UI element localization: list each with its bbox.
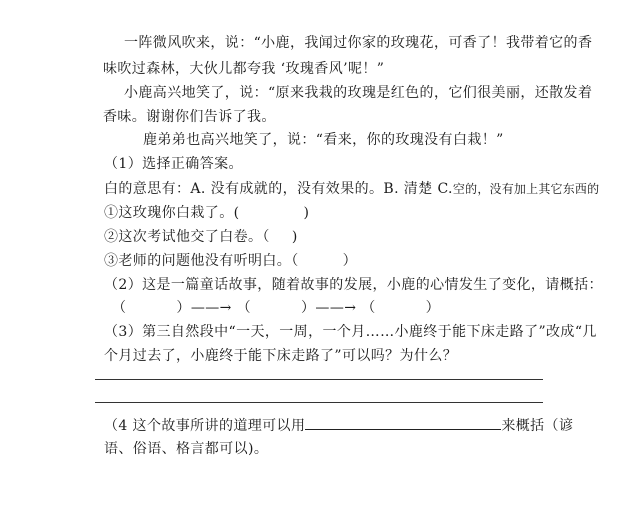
q2-blank-3-open: （ (361, 300, 376, 316)
q2-arrow-1: ——→ (190, 300, 232, 316)
q1-definition (104, 180, 599, 198)
passage-p3-line1: 鹿弟弟也高兴地笑了，说：“看来，你的玫瑰没有白栽！” (143, 132, 504, 148)
q1-title: （1）选择正确答案。 (104, 156, 243, 172)
q1-item-1-text: ①这玫瑰你白栽了。( (104, 205, 240, 221)
q2-blank-2-close: ） (301, 300, 316, 316)
passage-p1-line1: 一阵微风吹来，说：“小鹿，我闻过你家的玫瑰花，可香了！我带着它的香 (124, 35, 593, 51)
q3-answer-line-1[interactable] (95, 379, 543, 380)
q4-line2: 语、俗语、格言都可以)。 (104, 441, 269, 457)
q1-item-3 (104, 252, 357, 270)
q1-item-3-close: ） (342, 253, 358, 269)
q3-line1: （3）第三自然段中“一天，一周，一个月……小鹿终于能下床走路了”改成“几 (104, 324, 597, 340)
q4-line1 (104, 415, 573, 435)
q1-item-2-close: ) (291, 229, 298, 245)
q2-title: （2）这是一篇童话故事，随着故事的发展，小鹿的心情发生了变化，请概括： (104, 277, 603, 293)
q1-definition-main: 白的意思有：A. 没有成就的，没有效果的。B. 清楚 C. (104, 181, 453, 197)
q2-mood-chain (112, 299, 440, 317)
passage-p2-line1: 小鹿高兴地笑了，说：“原来我栽的玫瑰是红色的，它们很美丽，还散发着 (124, 85, 593, 101)
q2-blank-3-close: ） (425, 300, 441, 316)
q1-item-1-close: ) (303, 205, 310, 221)
q4-answer-blank[interactable] (305, 415, 501, 430)
q1-item-2-text: ②这次考试他交了白卷。（ (104, 229, 270, 245)
q3-line2: 个月过去了，小鹿终于能下床走路了”可以吗？为什么？ (104, 348, 458, 364)
q4-suffix: 来概括（谚 (501, 418, 574, 434)
q1-item-2 (104, 228, 298, 246)
q2-arrow-2: ——→ (315, 300, 357, 316)
q2-blank-1-open: （ (112, 300, 127, 316)
q2-blank-2-open: （ (236, 300, 252, 316)
q2-blank-1-close: ） (176, 300, 191, 316)
q1-definition-option-c: 空的，没有加上其它东西的 (452, 182, 600, 196)
q1-item-3-text: ③老师的问题他没有听明白。（ (104, 253, 299, 269)
q1-item-1 (104, 204, 309, 222)
passage-p2-line2: 香味。谢谢你们告诉了我。 (103, 109, 276, 125)
q3-answer-line-2[interactable] (95, 402, 543, 403)
passage-p1-line2: 味吹过森林，大伙儿都夸我 ‘玫瑰香风’呢！” (103, 61, 385, 77)
q4-prefix: （4 这个故事所讲的道理可以用 (104, 418, 306, 434)
